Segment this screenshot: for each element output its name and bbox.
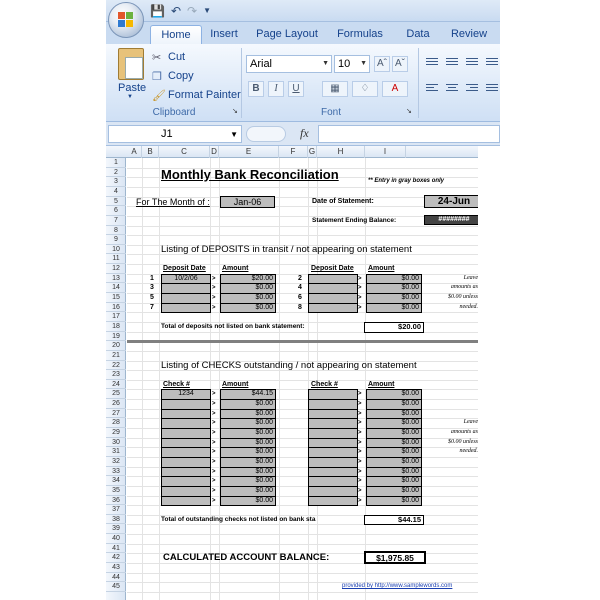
arrow-icon: > (212, 391, 216, 398)
check-amount-input[interactable]: $0.00 (366, 486, 422, 497)
font-color-icon[interactable]: A (382, 81, 408, 97)
orientation-icon[interactable] (484, 56, 500, 70)
check-amount-header-right: Amount (368, 380, 395, 388)
check-amount-input[interactable]: $0.00 (366, 418, 422, 429)
check-amount-input[interactable]: $0.00 (366, 389, 422, 400)
arrow-icon: > (358, 497, 362, 504)
row-header-11[interactable]: 11 (106, 254, 126, 264)
column-header-c[interactable]: C (159, 146, 210, 158)
font-name-combo[interactable] (246, 55, 332, 73)
check-amount-input[interactable]: $0.00 (366, 496, 422, 507)
deposits-hint: amounts as (450, 284, 478, 291)
deposit-amount-input[interactable]: $0.00 (220, 283, 276, 294)
shrink-font-icon[interactable]: Aˇ (392, 56, 408, 72)
checks-hint: Leave (463, 419, 478, 426)
check-amount-input[interactable]: $0.00 (220, 428, 276, 439)
arrow-icon: > (358, 285, 362, 292)
row-header-21[interactable]: 21 (106, 351, 126, 361)
arrow-icon: > (212, 420, 216, 427)
column-header-b[interactable]: B (142, 146, 159, 158)
check-number-header-right: Check # (311, 380, 338, 388)
statement-date-label: Date of Statement: (312, 197, 374, 205)
check-amount-input[interactable]: $0.00 (220, 457, 276, 468)
formula-input[interactable] (318, 125, 500, 143)
tab-data[interactable]: Data (406, 28, 430, 40)
row-header-35[interactable]: 35 (106, 486, 126, 496)
check-amount-input[interactable]: $0.00 (366, 447, 422, 458)
checks-hint: $0.00 unless (448, 438, 478, 445)
check-number-header-left: Check # (163, 380, 190, 388)
check-amount-input[interactable]: $0.00 (220, 438, 276, 449)
checks-total-value: $44.15 (364, 515, 424, 526)
deposit-date-input[interactable] (161, 303, 211, 314)
arrow-icon: > (212, 458, 216, 465)
row-header-2[interactable]: 2 (106, 168, 126, 178)
font-size-value: 10 (338, 58, 351, 70)
month-label: For The Month of : (136, 196, 210, 207)
deposit-row-number: 3 (150, 284, 154, 292)
column-header-e[interactable]: E (219, 146, 279, 158)
align-right-icon[interactable] (464, 82, 480, 96)
column-header-f[interactable]: F (279, 146, 308, 158)
row-header-29[interactable]: 29 (106, 428, 126, 438)
entry-note: ** Entry in gray boxes only (368, 178, 445, 185)
check-number-input[interactable]: 1234 (161, 389, 211, 400)
deposit-row-number: 5 (150, 294, 154, 302)
deposit-row-number: 1 (150, 274, 154, 282)
deposits-heading: Listing of DEPOSITS in transit / not appearing on statement (161, 243, 412, 255)
row-header-32[interactable]: 32 (106, 457, 126, 467)
align-top-icon[interactable] (424, 56, 440, 70)
row-header-22[interactable]: 22 (106, 361, 126, 371)
arrow-icon: > (358, 420, 362, 427)
deposit-row-number: 2 (298, 274, 302, 282)
deposits-hint: needed. (459, 303, 478, 310)
font-size-combo[interactable] (334, 55, 370, 73)
row-header-39[interactable]: 39 (106, 524, 126, 534)
font-name-value: Arial (250, 58, 273, 70)
row-header-43[interactable]: 43 (106, 563, 126, 573)
row-header-30[interactable]: 30 (106, 438, 126, 448)
cut-icon[interactable]: ✂ (152, 52, 162, 64)
deposits-hint: $0.00 unless (448, 294, 478, 301)
row-header-18[interactable]: 18 (106, 322, 126, 332)
quick-access-toolbar (150, 2, 211, 20)
formula-bar (106, 122, 500, 146)
row-header-3[interactable]: 3 (106, 177, 126, 187)
font-group-label: Font (320, 107, 341, 118)
arrow-icon: > (358, 487, 362, 494)
deposit-row-number: 8 (298, 303, 302, 311)
row-header-38[interactable]: 38 (106, 515, 126, 525)
row-header-16[interactable]: 16 (106, 303, 126, 313)
check-amount-input[interactable]: $0.00 (366, 438, 422, 449)
check-number-input[interactable] (161, 496, 211, 507)
format-painter-icon[interactable]: 🖌 (152, 90, 166, 102)
deposit-row-number: 6 (298, 294, 302, 302)
formula-bar-scroll-handle[interactable] (246, 126, 286, 142)
deposit-amount-header-right: Amount (368, 265, 395, 273)
name-box[interactable] (108, 125, 242, 143)
deposits-total-value: $20.00 (364, 322, 424, 333)
font-launcher-icon[interactable]: ↘ (406, 108, 412, 115)
paste-icon[interactable] (118, 48, 144, 80)
column-header-i[interactable]: I (365, 146, 406, 158)
decrease-indent-icon[interactable] (484, 82, 500, 96)
deposit-amount-input[interactable]: $0.00 (366, 274, 422, 285)
row-header-24[interactable]: 24 (106, 380, 126, 390)
section-separator (127, 340, 479, 343)
ending-balance-value[interactable]: ######## (424, 215, 484, 225)
check-amount-input[interactable]: $0.00 (220, 476, 276, 487)
arrow-icon: > (212, 295, 216, 302)
row-header-13[interactable]: 13 (106, 274, 126, 284)
paste-button[interactable]: Paste (118, 82, 147, 94)
row-header-36[interactable]: 36 (106, 496, 126, 506)
arrow-icon: > (212, 401, 216, 408)
row-header-42[interactable]: 42 (106, 553, 126, 563)
column-header-g[interactable]: G (308, 147, 316, 156)
deposit-amount-input[interactable]: $0.00 (366, 293, 422, 304)
row-header-14[interactable]: 14 (106, 283, 126, 293)
checks-heading: Listing of CHECKS outstanding / not appearing on statement (161, 359, 417, 371)
check-amount-input[interactable]: $0.00 (366, 467, 422, 478)
deposit-amount-header-left: Amount (222, 265, 249, 273)
italic-button[interactable]: I (268, 81, 284, 97)
page-margin (478, 146, 500, 600)
check-number-input[interactable] (308, 496, 358, 507)
row-header-12[interactable]: 12 (106, 264, 126, 274)
format-painter-button[interactable]: Format Painter (168, 89, 241, 101)
deposit-date-header-right: Deposit Date (311, 265, 354, 273)
align-center-icon[interactable] (444, 82, 460, 96)
arrow-icon: > (358, 468, 362, 475)
footer-link[interactable]: provided by http://www.samplewords.com (342, 583, 453, 590)
row-header-31[interactable]: 31 (106, 447, 126, 457)
check-amount-input[interactable]: $0.00 (366, 428, 422, 439)
row-header-17[interactable]: 17 (106, 312, 126, 322)
worksheet-grid[interactable] (106, 146, 500, 600)
check-amount-input[interactable]: $0.00 (220, 486, 276, 497)
arrow-icon: > (358, 449, 362, 456)
row-header-1[interactable]: 1 (106, 158, 126, 168)
column-header-a[interactable]: A (127, 146, 142, 158)
tab-insert[interactable]: Insert (210, 28, 238, 40)
copy-button[interactable]: Copy (168, 70, 194, 82)
deposit-date-input[interactable] (308, 303, 358, 314)
align-middle-icon[interactable] (444, 56, 460, 70)
check-amount-input[interactable]: $0.00 (220, 447, 276, 458)
clipboard-launcher-icon[interactable]: ↘ (232, 108, 238, 115)
tab-review[interactable]: Review (450, 28, 488, 40)
deposit-amount-input[interactable]: $0.00 (220, 303, 276, 314)
arrow-icon: > (212, 304, 216, 311)
deposit-amount-input[interactable]: $0.00 (366, 303, 422, 314)
office-button[interactable] (108, 2, 144, 38)
tab-page-layout[interactable]: Page Layout (256, 28, 318, 40)
row-header-5[interactable]: 5 (106, 197, 126, 207)
checks-hint: amounts as (450, 429, 478, 436)
row-header-8[interactable]: 8 (106, 226, 126, 236)
deposit-row-number: 7 (150, 303, 154, 311)
arrow-icon: > (358, 478, 362, 485)
arrow-icon: > (212, 497, 216, 504)
arrow-icon: > (212, 478, 216, 485)
checks-total-label: Total of outstanding checks not listed on bank sta (161, 515, 316, 523)
row-header-9[interactable]: 9 (106, 235, 126, 245)
statement-date-value[interactable]: 24-Jun (424, 195, 484, 208)
row-header-23[interactable]: 23 (106, 370, 126, 380)
redo-icon[interactable]: ↷ (187, 4, 198, 18)
check-amount-input[interactable]: $0.00 (220, 399, 276, 410)
deposits-total-label: Total of deposits not listed on bank statement: (161, 322, 305, 330)
row-header-10[interactable]: 10 (106, 245, 126, 255)
arrow-icon: > (358, 458, 362, 465)
chevron-down-icon: ▼ (322, 60, 329, 67)
grow-font-icon[interactable]: Aˆ (374, 56, 390, 72)
ribbon-tabs (106, 22, 500, 44)
tab-home[interactable]: Home (150, 25, 202, 44)
deposit-amount-input[interactable]: $20.00 (220, 274, 276, 285)
row-header-40[interactable]: 40 (106, 534, 126, 544)
undo-icon[interactable]: ↶ (170, 4, 182, 18)
cut-button[interactable]: Cut (168, 51, 186, 63)
deposit-date-input[interactable]: 10/2/06 (161, 274, 211, 285)
clipboard-group-label: Clipboard (152, 107, 196, 118)
arrow-icon: > (212, 410, 216, 417)
check-amount-input[interactable]: $44.15 (220, 389, 276, 400)
arrow-icon: > (212, 487, 216, 494)
bold-button[interactable]: B (248, 81, 264, 97)
arrow-icon: > (358, 391, 362, 398)
row-header-6[interactable]: 6 (106, 206, 126, 216)
paste-dropdown-icon[interactable]: ▼ (127, 94, 133, 100)
checks-hint: needed. (459, 448, 478, 455)
insert-function-icon[interactable]: fx (300, 126, 309, 140)
save-icon[interactable]: 💾 (150, 4, 165, 18)
row-header-20[interactable]: 20 (106, 341, 126, 351)
arrow-icon: > (212, 275, 216, 282)
deposit-row-number: 4 (298, 284, 302, 292)
check-amount-input[interactable]: $0.00 (220, 496, 276, 507)
deposit-amount-input[interactable]: $0.00 (366, 283, 422, 294)
align-left-icon[interactable] (424, 82, 440, 96)
row-header-34[interactable]: 34 (106, 476, 126, 486)
qat-dropdown-icon[interactable]: ▼ (203, 6, 211, 15)
arrow-icon: > (358, 439, 362, 446)
arrow-icon: > (358, 430, 362, 437)
row-header-7[interactable]: 7 (106, 216, 126, 226)
check-amount-input[interactable]: $0.00 (220, 409, 276, 420)
borders-icon[interactable]: ▦ (322, 81, 348, 97)
row-header-19[interactable]: 19 (106, 332, 126, 342)
arrow-icon: > (358, 401, 362, 408)
arrow-icon: > (212, 468, 216, 475)
row-header-15[interactable]: 15 (106, 293, 126, 303)
check-amount-input[interactable]: $0.00 (366, 457, 422, 468)
underline-button[interactable]: U (288, 81, 304, 97)
tab-formulas[interactable]: Formulas (337, 28, 383, 40)
deposit-amount-input[interactable]: $0.00 (220, 293, 276, 304)
row-header-37[interactable]: 37 (106, 505, 126, 515)
calculated-balance-label: CALCULATED ACCOUNT BALANCE: (163, 552, 330, 564)
check-amount-input[interactable]: $0.00 (220, 467, 276, 478)
column-header-d[interactable]: D (210, 146, 219, 158)
chevron-down-icon: ▼ (230, 130, 238, 139)
row-header-41[interactable]: 41 (106, 544, 126, 554)
arrow-icon: > (358, 304, 362, 311)
chevron-down-icon: ▼ (360, 60, 367, 67)
sheet-title: Monthly Bank Reconciliation (161, 166, 339, 182)
check-amount-header-left: Amount (222, 380, 249, 388)
deposit-date-header-left: Deposit Date (163, 265, 206, 273)
row-header-44[interactable]: 44 (106, 573, 126, 583)
arrow-icon: > (212, 449, 216, 456)
arrow-icon: > (212, 439, 216, 446)
arrow-icon: > (358, 295, 362, 302)
calculated-balance-value: $1,975.85 (364, 551, 426, 564)
check-amount-input[interactable]: $0.00 (220, 418, 276, 429)
fill-color-icon[interactable]: ♢ (352, 81, 378, 97)
row-header-33[interactable]: 33 (106, 467, 126, 477)
row-header-45[interactable]: 45 (106, 582, 126, 592)
ending-balance-label: Statement Ending Balance: (312, 216, 397, 224)
align-bottom-icon[interactable] (464, 56, 480, 70)
name-box-value: J1 (161, 128, 173, 140)
row-header-4[interactable]: 4 (106, 187, 126, 197)
row-header-28[interactable]: 28 (106, 418, 126, 428)
row-header-27[interactable]: 27 (106, 409, 126, 419)
month-value[interactable]: Jan-06 (220, 196, 275, 208)
check-amount-input[interactable]: $0.00 (366, 476, 422, 487)
arrow-icon: > (212, 285, 216, 292)
column-header-h[interactable]: H (317, 146, 365, 158)
copy-icon[interactable]: ❐ (152, 71, 162, 83)
arrow-icon: > (358, 275, 362, 282)
check-amount-input[interactable]: $0.00 (366, 399, 422, 410)
deposits-hint: Leave (463, 274, 478, 281)
row-header-26[interactable]: 26 (106, 399, 126, 409)
check-amount-input[interactable]: $0.00 (366, 409, 422, 420)
office-logo-icon (118, 12, 134, 28)
row-header-25[interactable]: 25 (106, 389, 126, 399)
arrow-icon: > (212, 430, 216, 437)
arrow-icon: > (358, 410, 362, 417)
